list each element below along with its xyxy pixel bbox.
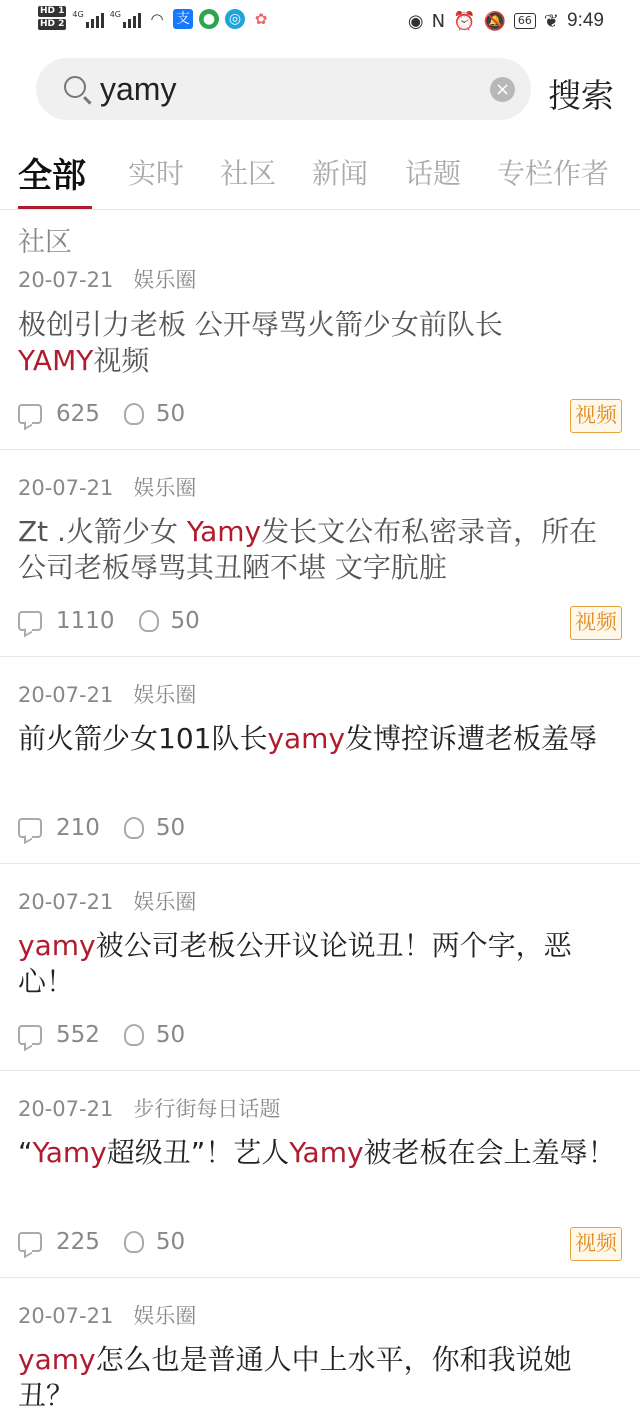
post-source: 娱乐圈 (133, 268, 197, 292)
like-count: 50 (155, 1022, 186, 1048)
app-notification-icon: ◎ (225, 9, 245, 29)
app-notification-icon: ● (199, 9, 219, 29)
comment-count: 625 (56, 401, 100, 427)
video-badge: 视频 (570, 399, 622, 433)
post-stats (18, 608, 200, 634)
lightbulb-icon (124, 817, 144, 839)
post-stats (18, 1022, 185, 1048)
post-source: 娱乐圈 (133, 890, 197, 914)
signal-icon: 4G (72, 10, 103, 28)
video-badge: 视频 (570, 1227, 622, 1261)
hd-indicator: HD 1 HD 2 (40, 6, 65, 29)
post-source: 娱乐圈 (133, 683, 197, 707)
post-title: 极创引力老板 公开辱骂火箭少女前队长 YAMY视频 (18, 308, 503, 377)
search-box[interactable] (36, 58, 531, 120)
comment-icon (18, 1025, 42, 1045)
alarm-icon: ⏰ (453, 10, 476, 32)
video-badge: 视频 (570, 606, 622, 640)
post-source: 娱乐圈 (133, 1304, 197, 1328)
clear-icon[interactable]: × (490, 77, 515, 102)
nfc-icon: N (431, 10, 446, 32)
like-count: 50 (155, 401, 186, 427)
eye-icon: ◉ (407, 10, 424, 32)
like-count: 50 (155, 1229, 186, 1255)
category-tabs (0, 148, 640, 210)
post-source: 步行街每日话题 (133, 1097, 281, 1121)
list-item[interactable] (0, 657, 640, 864)
tab-community[interactable]: 社区 (220, 157, 277, 190)
comment-icon (18, 611, 42, 631)
active-tab-indicator (18, 206, 92, 209)
post-date: 20-07-21 (18, 268, 114, 292)
post-date: 20-07-21 (18, 1304, 114, 1328)
battery-icon: 66 (514, 13, 536, 29)
clock: 9:49 (567, 10, 604, 31)
lightbulb-icon (139, 610, 159, 632)
section-title: 社区 (18, 227, 72, 258)
like-count: 50 (155, 815, 186, 841)
tab-all[interactable]: 全部 (18, 156, 86, 196)
comment-icon (18, 818, 42, 838)
post-stats (18, 1229, 185, 1255)
tab-columnists[interactable]: 专栏作者 (497, 157, 610, 190)
comment-icon (18, 404, 42, 424)
post-title: “Yamy超级丑”！艺人Yamy被老板在会上羞辱！ (18, 1136, 616, 1169)
wifi-icon: ◠ (150, 10, 164, 28)
leaf-icon: ❦ (543, 10, 560, 32)
post-stats (18, 401, 185, 427)
post-title: 前火箭少女101队长yamy发博控诉遭老板羞辱 (18, 722, 598, 755)
like-count: 50 (170, 608, 200, 634)
comment-count: 225 (56, 1229, 100, 1255)
comment-count: 210 (56, 815, 100, 841)
lightbulb-icon (124, 1231, 144, 1253)
signal-icon: 4G (110, 10, 141, 28)
post-source: 娱乐圈 (133, 476, 197, 500)
list-item[interactable] (0, 450, 640, 657)
post-title: yamy被公司老板公开议论说丑！两个字，恶心！ (18, 929, 572, 998)
tab-news[interactable]: 新闻 (312, 157, 369, 190)
post-date: 20-07-21 (18, 476, 114, 500)
post-date: 20-07-21 (18, 890, 114, 914)
app-notification-icon: ✿ (254, 10, 268, 28)
comment-count: 1110 (56, 608, 115, 634)
tab-realtime[interactable]: 实时 (128, 157, 185, 190)
status-bar (0, 0, 640, 44)
comment-icon (18, 1232, 42, 1252)
comment-count: 552 (56, 1022, 100, 1048)
post-title: yamy怎么也是普通人中上水平，你和我说她丑？ (18, 1343, 572, 1412)
list-item[interactable] (0, 250, 640, 450)
alipay-icon: 支 (173, 9, 193, 29)
lightbulb-icon (124, 1024, 144, 1046)
mute-icon: 🔕 (483, 10, 506, 32)
list-item[interactable] (0, 1278, 640, 1412)
search-input[interactable] (100, 68, 480, 110)
search-icon (64, 76, 86, 98)
post-date: 20-07-21 (18, 1097, 114, 1121)
search-button[interactable]: 搜索 (548, 70, 614, 117)
post-stats (18, 815, 185, 841)
tab-topics[interactable]: 话题 (405, 157, 462, 190)
post-date: 20-07-21 (18, 683, 114, 707)
list-item[interactable] (0, 1071, 640, 1278)
post-title: Zt .火箭少女 Yamy发长文公布私密录音，所在公司老板辱骂其丑陋不堪 文字肮脏 (18, 515, 598, 584)
list-item[interactable] (0, 864, 640, 1071)
lightbulb-icon (124, 403, 144, 425)
